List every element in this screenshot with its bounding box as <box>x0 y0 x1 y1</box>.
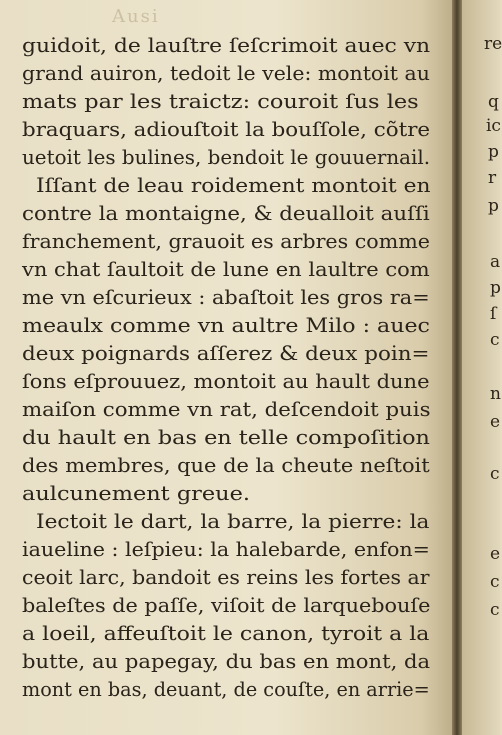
right-page-fragment: e <box>490 544 501 564</box>
text-line: baleſtes de paſſe, viſoit de larquebouſe <box>22 594 431 617</box>
text-line: du hault en bas en telle compoſition <box>22 426 430 449</box>
text-line: contre la montaigne, & deualloit auſſi <box>22 202 430 225</box>
book-gutter <box>452 0 462 735</box>
text-line: vn chat ſaultoit de lune en laultre com <box>22 258 430 281</box>
text-line: iaueline : leſpieu: la halebarde, enfon= <box>22 538 430 561</box>
right-page-fragment: c <box>490 464 500 484</box>
right-page-fragment: p <box>488 196 499 216</box>
right-page-fragment: p <box>490 278 501 298</box>
text-line: Iſſant de leau roidement montoit en <box>36 174 431 197</box>
right-page-fragment: ic <box>486 116 501 136</box>
right-page-fragment: p <box>488 142 499 162</box>
text-line: butte, au papegay, du bas en mont, da <box>22 650 431 673</box>
right-page-fragment: n <box>490 384 501 404</box>
text-line: deux poignards aſſerez & deux poin= <box>22 342 430 365</box>
right-page-fragment: c <box>490 330 500 350</box>
book-page-right <box>462 0 500 735</box>
text-line: aulcunement greue. <box>22 482 251 505</box>
right-page-fragment: a <box>490 252 501 272</box>
text-line: guidoit, de lauſtre ſeſcrimoit auec vn <box>22 34 431 57</box>
right-page-fragment: re <box>484 34 502 54</box>
right-page-fragment: ſ <box>490 304 497 324</box>
text-line: meaulx comme vn aultre Milo : auec <box>22 314 430 337</box>
text-line: des membres, que de la cheute neſtoit <box>22 454 430 477</box>
text-line: braquars, adiouſtoit la bouſſole, cõtre <box>22 118 431 141</box>
right-page-fragment: r <box>488 168 497 188</box>
right-page-fragment: c <box>490 600 500 620</box>
right-page-fragment: q <box>488 92 499 112</box>
text-line: mats par les traictz: couroit ſus les <box>22 90 419 113</box>
text-line: franchement, grauoit es arbres comme <box>22 230 430 253</box>
text-line: uetoit les bulines, bendoit le gouuernail. <box>22 146 431 169</box>
text-line: grand auiron, tedoit le vele: montoit au <box>22 62 430 85</box>
text-line: mont en bas, deuant, de couſte, en arrie= <box>22 678 430 701</box>
text-line: Iectoit le dart, la barre, la pierre: la <box>36 510 430 533</box>
text-line: a loeil, affeuſtoit le canon, tyroit a la <box>22 622 430 645</box>
right-page-fragment: e <box>490 412 501 432</box>
text-line: ſons eſprouuez, montoit au hault dune <box>22 370 430 393</box>
text-line: maiſon comme vn rat, deſcendoit puis <box>22 398 431 421</box>
text-line: me vn eſcurieux : abaſtoit les gros ra= <box>22 286 430 309</box>
right-page-fragment: c <box>490 572 500 592</box>
text-line: ceoit larc, bandoit es reins les fortes ar <box>22 566 430 589</box>
running-header: Ausi <box>112 6 160 27</box>
